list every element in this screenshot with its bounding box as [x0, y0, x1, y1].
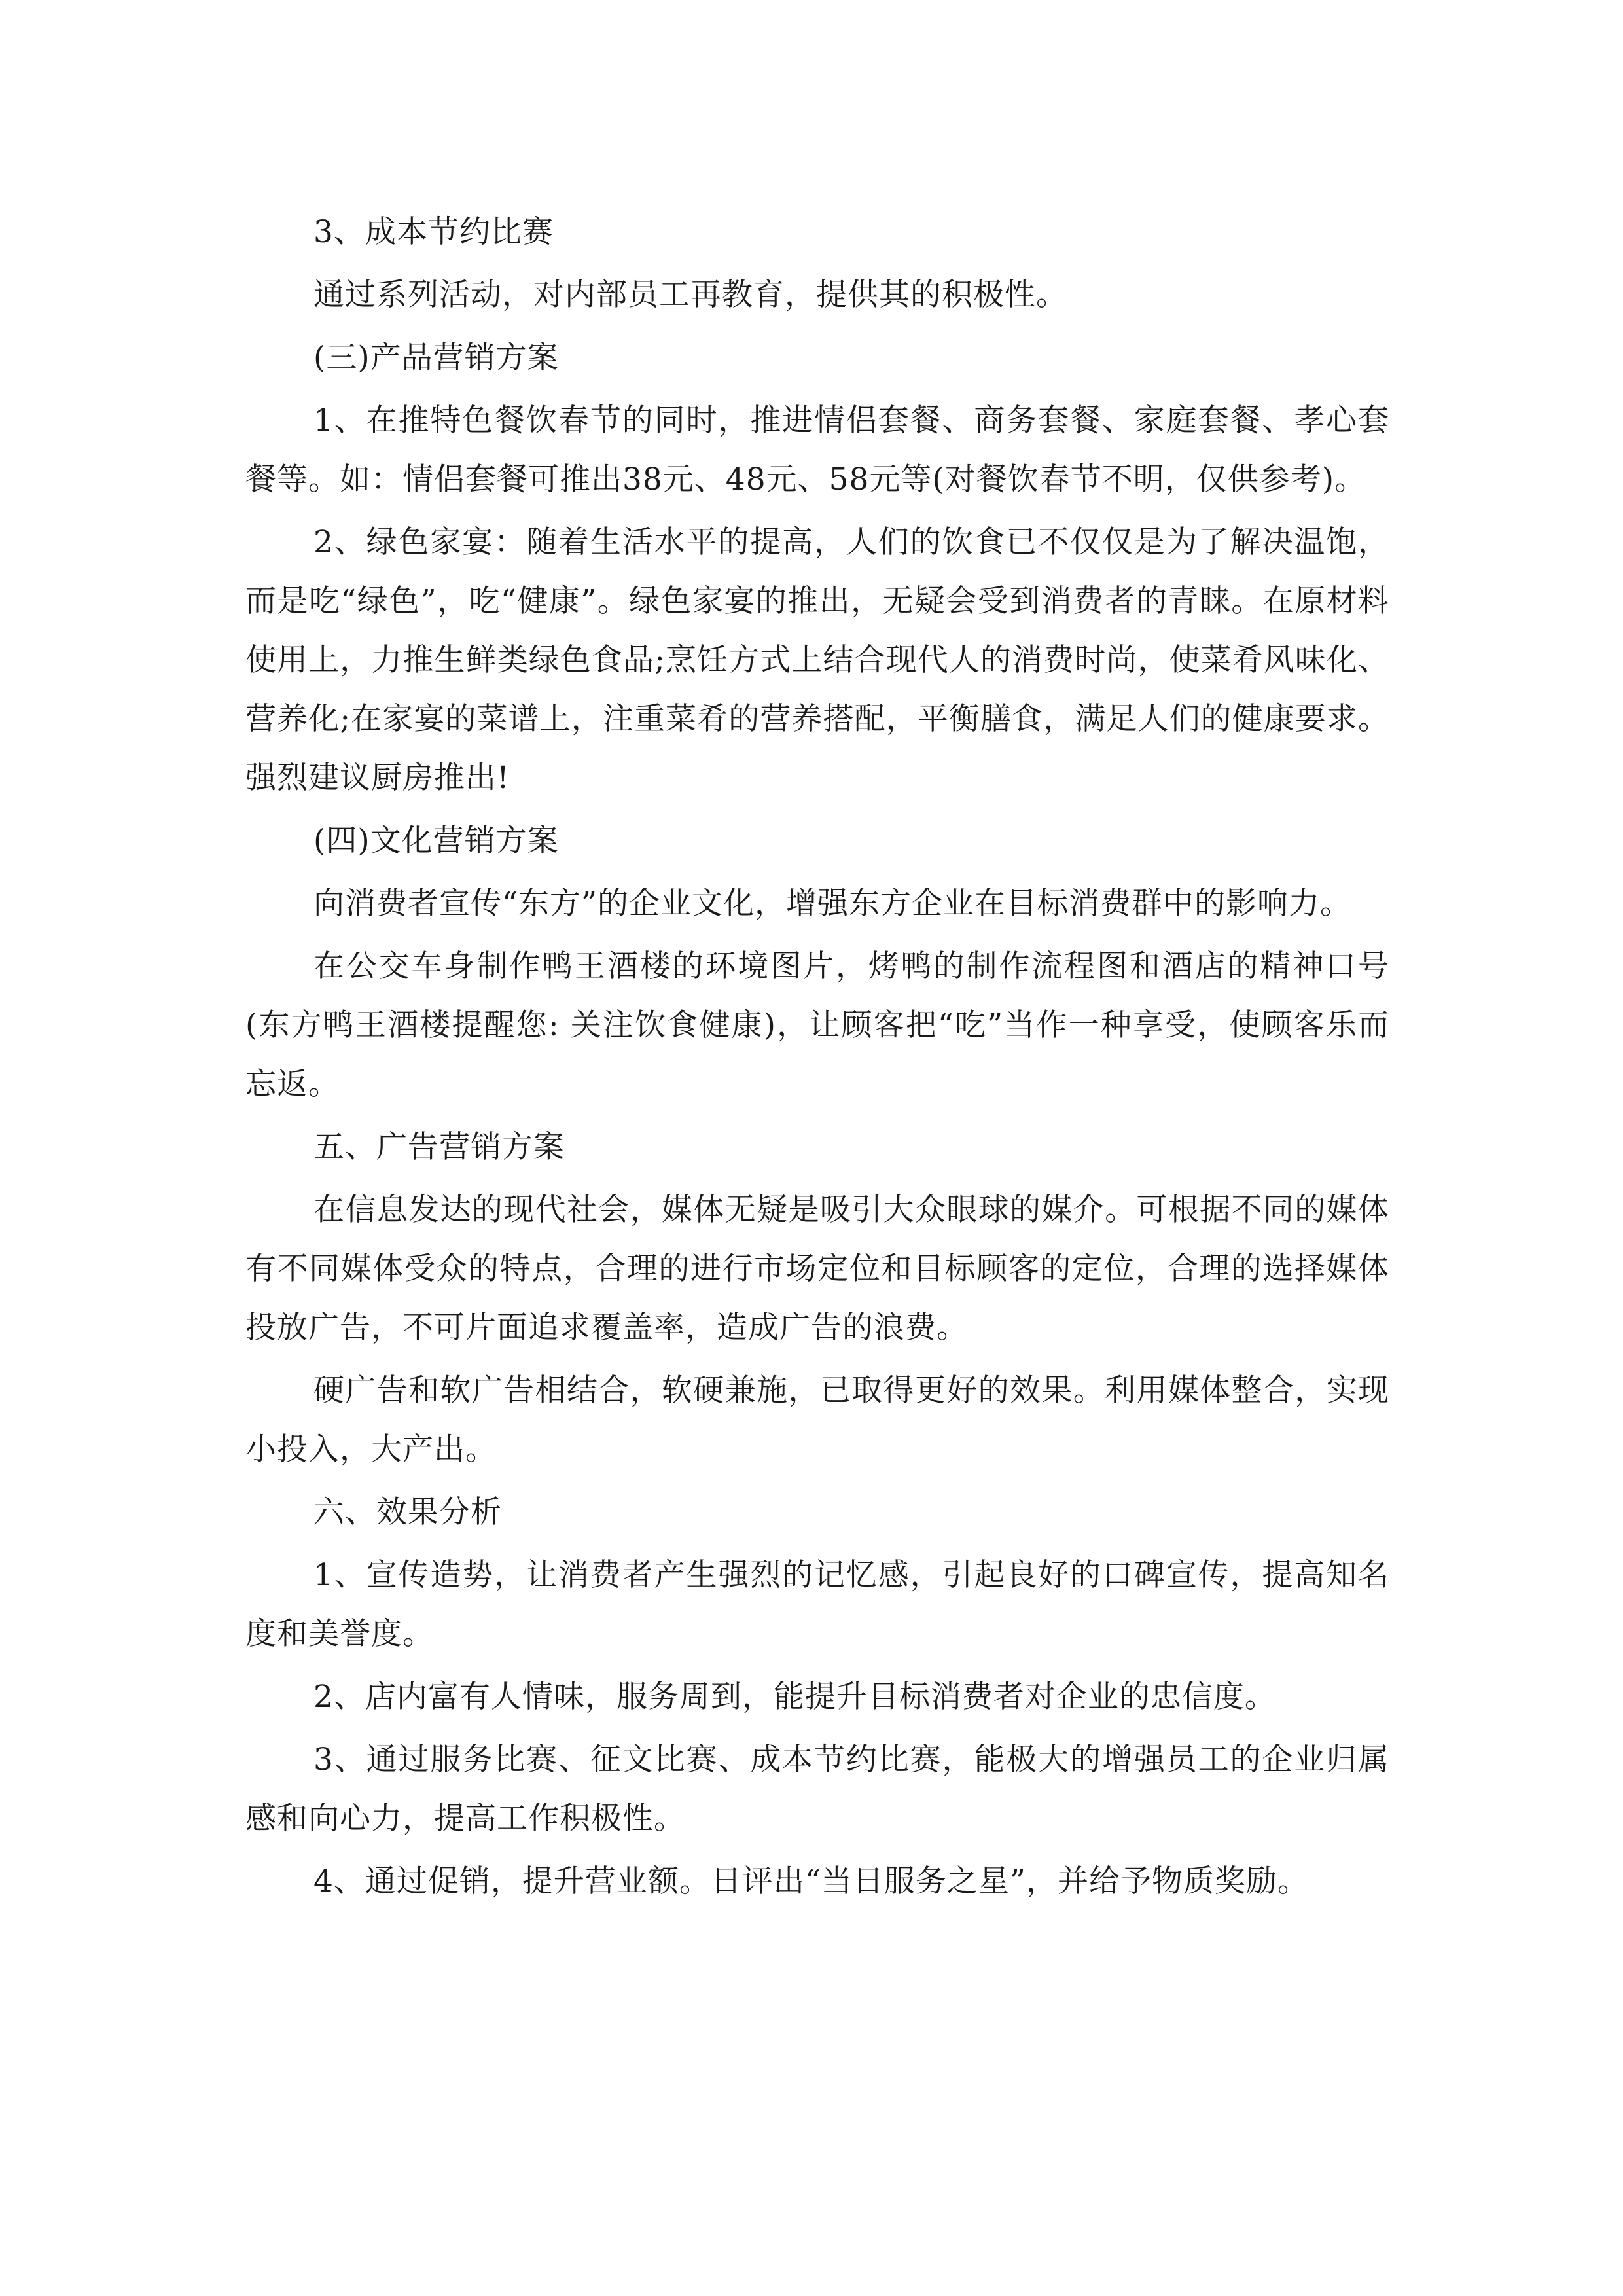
- heading-product-marketing: (三)产品营销方案: [313, 340, 559, 376]
- paragraph-effect-3: 3、通过服务比赛、征文比赛、成本节约比赛，能极大的增强员工的企业归属感和向心力，提高工作积极性。: [245, 1742, 1389, 1837]
- document-body: [245, 203, 1389, 1911]
- heading-ad-marketing: 五、广告营销方案: [313, 1129, 565, 1165]
- paragraph-bus-advertising: 在公交车身制作鸭王酒楼的环境图片，烤鸭的制作流程图和酒店的精神口号(东方鸭王酒楼提醒您: 关注饮食健康)，让顾客把“吃”当作一种享受，使顾客乐而忘返。: [245, 948, 1389, 1102]
- heading-culture-marketing: (四)文化营销方案: [313, 823, 559, 859]
- paragraph-green-banquet: 2、绿色家宴：随着生活水平的提高，人们的饮食已不仅仅是为了解决温饱，而是吃“绿色”，吃“健康”。绿色家宴的推出，无疑会受到消费者的青睐。在原材料使用上，力推生鲜类绿色食品;烹饪方式上结合现代人的消费时尚，使菜肴风味化、营养化;在家宴的菜谱上，注重菜肴的营养搭配，平衡膳食，满足人们的健康要求。强烈建议厨房推出!: [245, 524, 1389, 796]
- paragraph-staff-education: 通过系列活动，对内部员工再教育，提供其的积极性。: [313, 277, 1067, 313]
- paragraph-effect-1: 1、宣传造势，让消费者产生强烈的记忆感，引起良好的口碑宣传，提高知名度和美誉度。: [245, 1557, 1389, 1652]
- paragraph-corporate-culture: 向消费者宣传“东方”的企业文化，增强东方企业在目标消费群中的影响力。: [313, 886, 1352, 922]
- paragraph-effect-2: 2、店内富有人情味，服务周到，能提升目标消费者对企业的忠信度。: [313, 1679, 1276, 1715]
- paragraph-cost-saving-contest: 3、成本节约比赛: [313, 214, 554, 250]
- paragraph-media-selection: 在信息发达的现代社会，媒体无疑是吸引大众眼球的媒介。可根据不同的媒体有不同媒体受众的特点，合理的进行市场定位和目标顾客的定位，合理的选择媒体投放广告，不可片面追求覆盖率，造成广告的浪费。: [245, 1192, 1389, 1346]
- paragraph-hard-soft-ads: 硬广告和软广告相结合，软硬兼施，已取得更好的效果。利用媒体整合，实现小投入，大产出。: [245, 1372, 1389, 1467]
- paragraph-effect-4: 4、通过促销，提升营业额。日评出“当日服务之星”，并给予物质奖励。: [313, 1863, 1309, 1899]
- paragraph-set-meals: 1、在推特色餐饮春节的同时，推进情侣套餐、商务套餐、家庭套餐、孝心套餐等。如：情侣套餐可推出38元、48元、58元等(对餐饮春节不明，仅供参考)。: [245, 403, 1389, 497]
- heading-effect-analysis: 六、效果分析: [313, 1494, 502, 1530]
